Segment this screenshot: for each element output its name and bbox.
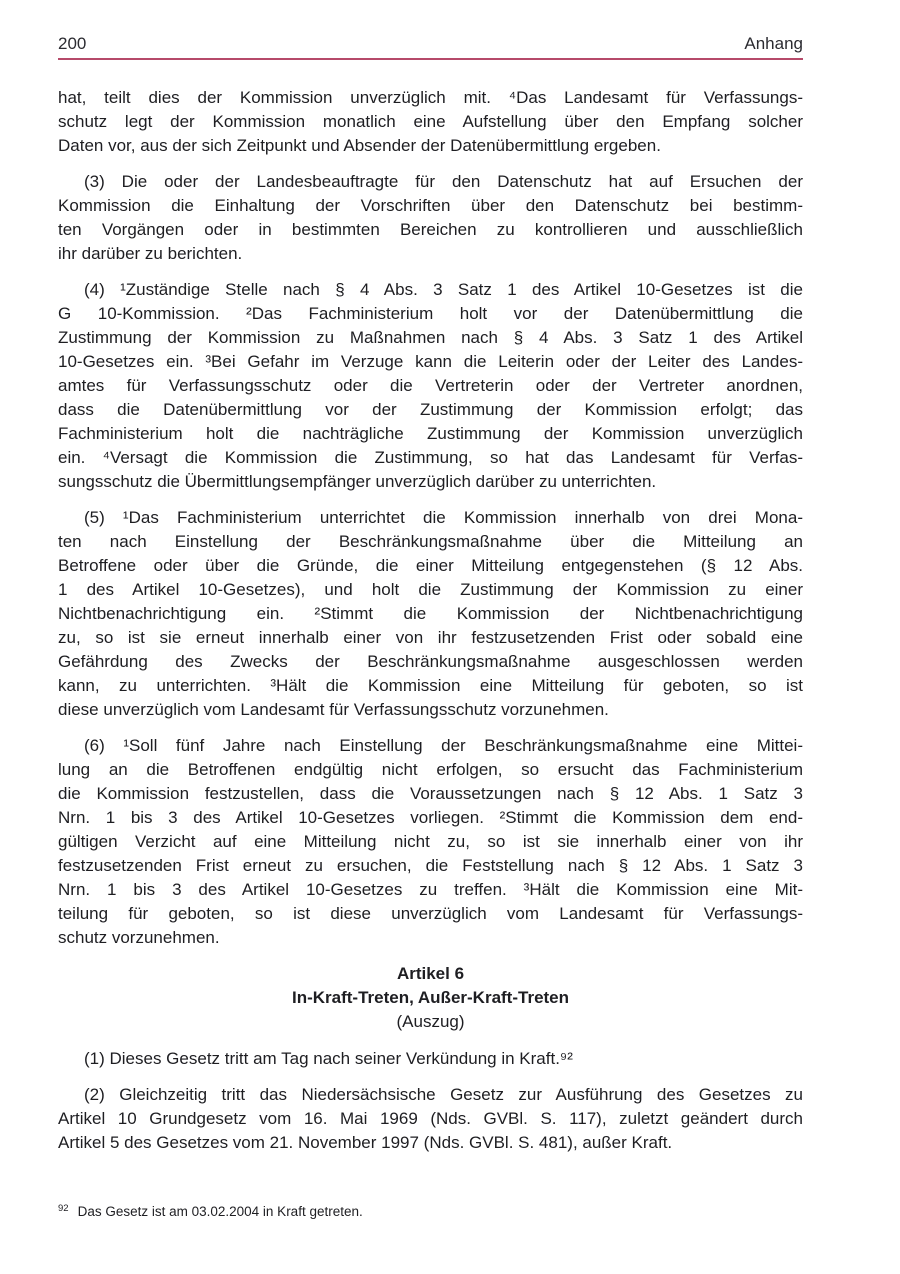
text-line: ihr darüber zu berichten.	[58, 244, 243, 263]
text-line: (2) Gleichzeitig tritt das Niedersächsische Gesetz zur Ausführung des Gesetzes zu	[84, 1085, 803, 1104]
footnote	[58, 1203, 803, 1220]
text-line: (4) ¹Zuständige Stelle nach § 4 Abs. 3 Satz 1 des Artikel 10-Gesetzes ist die	[84, 280, 803, 299]
text-line: amtes für Verfassungsschutz oder die Vertreterin oder der Vertreter anordnen,	[58, 376, 803, 395]
paragraph	[58, 1047, 803, 1071]
text-line: dass die Datenübermittlung vor der Zustimmung der Kommission erfolgt; das	[58, 400, 803, 419]
heading-line: Artikel 6	[396, 964, 465, 983]
text-line: 1 des Artikel 10-Gesetzes), und holt die Zustimmung der Kommission zu einer	[58, 580, 803, 599]
heading-subline: (Auszug)	[396, 1012, 465, 1031]
text-line: G 10-Kommission. ²Das Fachministerium holt vor der Datenübermittlung die	[58, 304, 803, 323]
text-line: hat, teilt dies der Kommission unverzüglich mit. ⁴Das Landesamt für Verfassungs-	[58, 88, 803, 107]
heading-line: In-Kraft-Treten, Außer-Kraft-Treten	[291, 988, 570, 1007]
page-body	[58, 86, 803, 1167]
paragraph	[58, 278, 803, 494]
text-line: (6) ¹Soll fünf Jahre nach Einstellung der Beschränkungsmaßnahme eine Mittei-	[84, 736, 803, 755]
text-line: Nichtbenachrichtigung ein. ²Stimmt die Kommission der Nichtbenachrichtigung	[58, 604, 803, 623]
text-line: lung an die Betroffenen endgültig nicht erfolgen, so ersucht das Fachministerium	[58, 760, 803, 779]
page-header	[58, 34, 803, 54]
text-line: ten nach Einstellung der Beschränkungsmaßnahme über die Mitteilung an	[58, 532, 803, 551]
text-line: Nrn. 1 bis 3 des Artikel 10-Gesetzes vorliegen. ²Stimmt die Kommission dem end-	[58, 808, 803, 827]
text-line: (3) Die oder der Landesbeauftragte für den Datenschutz hat auf Ersuchen der	[84, 172, 803, 191]
text-line: (5) ¹Das Fachministerium unterrichtet die Kommission innerhalb von drei Mona-	[84, 508, 803, 527]
text-line: sungsschutz die Übermittlungsempfänger unverzüglich darüber zu unterrichten.	[58, 472, 657, 491]
text-line: (1) Dieses Gesetz tritt am Tag nach seiner Verkündung in Kraft.⁹²	[84, 1049, 573, 1068]
text-line: teilung für geboten, so ist diese unverzüglich vom Landesamt für Verfassungs-	[58, 904, 803, 923]
text-line: 10-Gesetzes ein. ³Bei Gefahr im Verzuge kann die Leiterin oder der Leiter des Landes-	[58, 352, 803, 371]
footnote-marker: 92	[58, 1202, 69, 1214]
running-head: Anhang	[744, 34, 803, 53]
text-line: die Kommission festzustellen, dass die Voraussetzungen nach § 12 Abs. 1 Satz 3	[58, 784, 803, 803]
text-line: schutz vorzunehmen.	[58, 928, 220, 947]
paragraph	[58, 506, 803, 722]
text-line: Artikel 10 Grundgesetz vom 16. Mai 1969 (Nds. GVBl. S. 117), zuletzt geändert durch	[58, 1109, 803, 1128]
text-line: Betroffene oder über die Gründe, die einer Mitteilung entgegenstehen (§ 12 Abs.	[58, 556, 803, 575]
article-heading	[58, 962, 803, 1034]
text-line: Nrn. 1 bis 3 des Artikel 10-Gesetzes zu treffen. ³Hält die Kommission eine Mit-	[58, 880, 803, 899]
text-line: Artikel 5 des Gesetzes vom 21. November 1997 (Nds. GVBl. S. 481), außer Kraft.	[58, 1133, 673, 1152]
paragraph	[58, 734, 803, 950]
text-line: diese unverzüglich vom Landesamt für Verfassungsschutz vorzunehmen.	[58, 700, 609, 719]
text-line: kann, zu unterrichten. ³Hält die Kommission eine Mitteilung für geboten, so ist	[58, 676, 803, 695]
text-line: festzusetzenden Frist erneut zu ersuchen, die Feststellung nach § 12 Abs. 1 Satz 3	[58, 856, 803, 875]
text-line: Zustimmung der Kommission zu Maßnahmen nach § 4 Abs. 3 Satz 1 des Artikel	[58, 328, 803, 347]
text-line: ein. ⁴Versagt die Kommission die Zustimmung, so hat das Landesamt für Verfas-	[58, 448, 803, 467]
text-line: Kommission die Einhaltung der Vorschriften über den Datenschutz bei bestimm-	[58, 196, 803, 215]
text-line: zu, so ist sie erneut innerhalb einer von ihr festzusetzenden Frist oder sobald eine	[58, 628, 803, 647]
text-line: Gefährdung des Zwecks der Beschränkungsmaßnahme ausgeschlossen werden	[58, 652, 803, 671]
page-number: 200	[58, 34, 87, 53]
paragraph	[58, 1083, 803, 1155]
header-rule	[58, 58, 803, 60]
paragraph	[58, 86, 803, 158]
text-line: Daten vor, aus der sich Zeitpunkt und Absender der Datenübermittlung ergeben.	[58, 136, 661, 155]
text-line: gültigen Verzicht auf eine Mitteilung nicht zu, so ist sie innerhalb einer von ihr	[58, 832, 803, 851]
text-line: Fachministerium holt die nachträgliche Zustimmung der Kommission unverzüglich	[58, 424, 803, 443]
footnote-text: Das Gesetz ist am 03.02.2004 in Kraft getreten.	[77, 1204, 363, 1219]
paragraph	[58, 170, 803, 266]
text-line: ten Vorgängen oder in bestimmten Bereichen zu kontrollieren und ausschließlich	[58, 220, 803, 239]
text-line: schutz legt der Kommission monatlich eine Aufstellung über den Empfang solcher	[58, 112, 803, 131]
